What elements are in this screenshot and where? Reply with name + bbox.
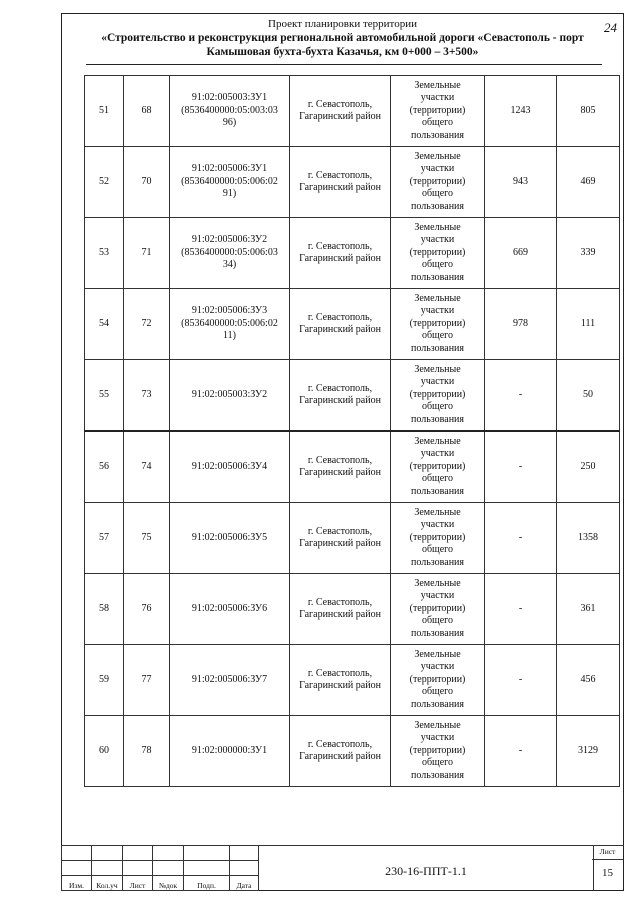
area-planned-cell-line: 250: [580, 460, 596, 472]
area-planned-cell: [557, 76, 620, 147]
land-category-cell-line: (территории): [409, 175, 466, 187]
land-category-cell-line: Земельные: [414, 577, 461, 589]
land-category-cell-line: общего: [421, 757, 454, 769]
cadastral-number-cell-line: 91:02:005003:ЗУ1: [191, 92, 268, 104]
land-category-cell-line: Земельные: [414, 150, 461, 162]
row-number-cell: [85, 289, 124, 360]
land-category-cell-line: участки: [420, 163, 455, 175]
location-cell-line: Гагаринский район: [299, 467, 381, 478]
land-category-cell-line: участки: [420, 519, 455, 531]
cadastral-number-cell: [170, 431, 290, 503]
land-category-cell-line: (территории): [409, 744, 466, 756]
row-number-cell: [85, 360, 124, 432]
location-cell: [290, 289, 391, 360]
land-category-cell-line: участки: [420, 448, 455, 460]
land-category-cell: [391, 76, 485, 147]
area-planned-cell: [557, 574, 620, 645]
project-type-heading: Проект планировки территории: [268, 18, 417, 30]
location-cell-line: Гагаринский район: [299, 751, 381, 762]
land-category-cell: [391, 503, 485, 574]
row-number-cell: [85, 218, 124, 289]
land-category-cell-line: пользования: [411, 769, 464, 781]
cadastral-number-cell: [170, 360, 290, 432]
land-category-cell-line: (территории): [409, 460, 466, 472]
area-planned-cell: [557, 645, 620, 716]
land-category-cell-line: Земельные: [414, 506, 461, 518]
area-existing-cell-line: 978: [513, 317, 528, 329]
plot-id-cell: [124, 218, 170, 289]
row-number-cell-line: 56: [99, 460, 109, 472]
plot-id-cell-line: 76: [141, 602, 152, 614]
area-existing-cell-line: 943: [513, 175, 528, 187]
location-cell-line: Гагаринский район: [299, 538, 381, 549]
location-cell: [290, 716, 391, 787]
area-planned-cell-line: 111: [580, 317, 596, 329]
area-existing-cell: [485, 147, 557, 218]
area-existing-cell-line: -: [518, 531, 523, 543]
area-planned-cell: [557, 716, 620, 787]
land-category-cell-line: Земельные: [414, 79, 461, 91]
row-number-cell: [85, 716, 124, 787]
land-category-cell-line: (территории): [409, 531, 466, 543]
land-category-cell-line: Земельные: [414, 292, 461, 304]
document-code: 230-16-ППТ-1.1: [385, 864, 467, 878]
cadastral-number-cell: [170, 716, 290, 787]
area-existing-cell-line: -: [518, 673, 523, 685]
area-existing-cell-line: -: [518, 744, 523, 756]
cadastral-number-cell-line: (8536400000:05:006:02: [181, 175, 278, 187]
area-planned-cell-line: 1358: [578, 531, 598, 543]
row-number-cell-line: 54: [99, 317, 109, 329]
land-category-cell-line: общего: [421, 473, 454, 485]
location-cell-line: г. Севастополь,: [307, 98, 373, 110]
plot-id-cell: [124, 645, 170, 716]
land-category-cell-line: пользования: [411, 200, 464, 212]
land-category-cell-line: Земельные: [414, 435, 461, 447]
land-category-cell-line: (территории): [409, 317, 466, 329]
land-category-cell-line: (территории): [409, 388, 466, 400]
cadastral-number-cell-line: (8536400000:05:006:03: [181, 246, 278, 258]
cadastral-number-cell-line: 11): [223, 330, 236, 342]
location-cell: [290, 218, 391, 289]
row-number-cell-line: 60: [99, 744, 109, 756]
cadastral-number-cell: [170, 76, 290, 147]
location-cell-line: г. Севастополь,: [307, 240, 373, 252]
area-existing-cell-line: 1243: [510, 104, 531, 116]
cadastral-number-cell: [170, 645, 290, 716]
location-cell-line: Гагаринский район: [299, 324, 381, 335]
land-category-cell-line: пользования: [411, 342, 464, 354]
table-row: [85, 218, 620, 289]
plot-id-cell: [124, 360, 170, 432]
area-planned-cell: [557, 503, 620, 574]
cadastral-number-cell-line: 34): [222, 259, 237, 271]
plot-id-cell: [124, 716, 170, 787]
cadastral-number-cell-line: 91:02:005006:ЗУ3: [191, 305, 268, 317]
label-izm: Изм.: [62, 876, 92, 891]
land-category-cell: [391, 360, 485, 432]
area-planned-cell: [557, 360, 620, 432]
row-number-cell-line: 53: [99, 246, 109, 258]
location-cell: [290, 503, 391, 574]
location-cell: [290, 76, 391, 147]
cadastral-number-cell: [170, 574, 290, 645]
land-category-cell-line: участки: [420, 234, 455, 246]
area-existing-cell-line: 669: [513, 246, 528, 258]
land-category-cell: [391, 218, 485, 289]
area-planned-cell-line: 339: [580, 246, 596, 258]
plot-id-cell: [124, 431, 170, 503]
row-number-cell: [85, 147, 124, 218]
plot-id-cell-line: 73: [141, 388, 152, 400]
location-cell: [290, 431, 391, 503]
plot-id-cell-line: 72: [141, 317, 152, 329]
area-existing-cell: [485, 360, 557, 432]
location-cell: [290, 574, 391, 645]
land-category-cell-line: Земельные: [414, 648, 461, 660]
land-category-cell: [391, 716, 485, 787]
area-existing-cell: [485, 503, 557, 574]
location-cell-line: г. Севастополь,: [307, 169, 373, 181]
land-category-cell-line: Земельные: [414, 719, 461, 731]
row-number-cell-line: 59: [99, 673, 109, 685]
area-existing-cell: [485, 574, 557, 645]
table-row: [85, 360, 620, 432]
land-category-cell-line: общего: [421, 117, 454, 129]
land-category-cell-line: пользования: [411, 556, 464, 568]
plot-id-cell: [124, 147, 170, 218]
land-category-cell: [391, 431, 485, 503]
row-number-cell-line: 51: [99, 104, 109, 116]
area-existing-cell-line: -: [518, 602, 523, 614]
row-number-cell: [85, 503, 124, 574]
area-existing-cell: [485, 289, 557, 360]
cadastral-number-cell-line: 96): [222, 117, 237, 129]
land-plots-table: [84, 75, 620, 787]
cadastral-number-cell-line: 91): [222, 188, 237, 200]
area-existing-cell: [485, 218, 557, 289]
label-kol-uch: Кол.уч: [92, 876, 123, 891]
title-block: [61, 845, 624, 891]
land-category-cell-line: Земельные: [414, 221, 461, 233]
area-planned-cell-line: 361: [580, 602, 596, 614]
row-number-cell: [85, 76, 124, 147]
sheet-cell: [592, 845, 623, 890]
cadastral-number-cell-line: 91:02:000000:ЗУ1: [191, 744, 268, 756]
area-existing-cell: [485, 645, 557, 716]
plot-id-cell-line: 78: [141, 744, 152, 756]
sheet-label: Лист: [592, 845, 623, 860]
land-category-cell-line: (территории): [409, 104, 466, 116]
location-cell-line: Гагаринский район: [299, 680, 381, 691]
project-title-line2: Камышовая бухта-бухта Казачья, км 0+000 – 3+500»: [206, 46, 479, 58]
label-list: Лист: [123, 876, 153, 891]
table-row: [85, 76, 620, 147]
area-planned-cell-line: 469: [580, 175, 596, 187]
area-planned-cell: [557, 431, 620, 503]
plot-id-cell: [124, 503, 170, 574]
cadastral-number-cell-line: 91:02:005003:ЗУ2: [191, 388, 268, 400]
location-cell-line: Гагаринский район: [299, 182, 381, 193]
table-row: [85, 503, 620, 574]
row-number-cell-line: 58: [99, 602, 109, 614]
land-category-cell-line: общего: [421, 686, 454, 698]
row-number-cell: [85, 645, 124, 716]
land-category-cell-line: пользования: [411, 627, 464, 639]
cadastral-number-cell: [170, 503, 290, 574]
cadastral-number-cell-line: 91:02:005006:ЗУ7: [191, 673, 268, 685]
location-cell: [290, 360, 391, 432]
cadastral-number-cell-line: 91:02:005006:ЗУ1: [191, 163, 268, 175]
land-category-cell: [391, 574, 485, 645]
document-code-cell: [258, 845, 594, 890]
land-category-cell-line: пользования: [411, 413, 464, 425]
location-cell-line: г. Севастополь,: [307, 667, 373, 679]
land-category-cell-line: пользования: [411, 698, 464, 710]
cadastral-number-cell-line: 91:02:005006:ЗУ2: [191, 234, 268, 246]
cadastral-number-cell-line: (8536400000:05:003:03: [181, 104, 278, 116]
land-category-cell-line: общего: [421, 330, 454, 342]
table-row: [85, 645, 620, 716]
area-existing-cell: [485, 431, 557, 503]
label-data: Дата: [230, 876, 259, 891]
plot-id-cell: [124, 76, 170, 147]
cadastral-number-cell-line: 91:02:005006:ЗУ6: [191, 602, 268, 614]
row-number-cell-line: 52: [99, 175, 109, 187]
row-number-cell-line: 55: [99, 388, 109, 400]
plot-id-cell-line: 74: [141, 460, 152, 472]
location-cell-line: г. Севастополь,: [307, 738, 373, 750]
plot-id-cell: [124, 289, 170, 360]
land-category-cell: [391, 645, 485, 716]
land-category-cell: [391, 147, 485, 218]
land-category-cell-line: общего: [421, 615, 454, 627]
table-row: [85, 431, 620, 503]
table-row: [85, 289, 620, 360]
area-planned-cell-line: 805: [580, 104, 596, 116]
plot-id-cell-line: 71: [141, 246, 152, 258]
sheet-number: 24: [604, 20, 617, 35]
location-cell-line: г. Севастополь,: [307, 596, 373, 608]
cadastral-number-cell: [170, 218, 290, 289]
table-row: [85, 574, 620, 645]
land-category-cell-line: общего: [421, 259, 454, 271]
land-category-cell-line: пользования: [411, 271, 464, 283]
location-cell-line: Гагаринский район: [299, 253, 381, 264]
land-category-cell-line: участки: [420, 376, 455, 388]
location-cell-line: Гагаринский район: [299, 111, 381, 122]
location-cell-line: г. Севастополь,: [307, 382, 373, 394]
area-existing-cell-line: -: [518, 460, 523, 472]
revision-grid: [61, 845, 259, 891]
row-number-cell: [85, 574, 124, 645]
header-divider: [86, 64, 602, 65]
area-planned-cell-line: 456: [580, 673, 596, 685]
cadastral-number-cell: [170, 147, 290, 218]
cadastral-number-cell-line: (8536400000:05:006:02: [181, 317, 278, 329]
area-existing-cell: [485, 76, 557, 147]
land-category-cell-line: общего: [421, 188, 454, 200]
location-cell: [290, 147, 391, 218]
cadastral-number-cell: [170, 289, 290, 360]
project-title: [70, 31, 615, 59]
area-planned-cell: [557, 218, 620, 289]
area-existing-cell: [485, 716, 557, 787]
land-category-cell-line: участки: [420, 590, 455, 602]
row-number-cell: [85, 431, 124, 503]
plot-id-cell-line: 77: [141, 673, 152, 685]
location-cell-line: Гагаринский район: [299, 609, 381, 620]
plot-id-cell-line: 68: [141, 104, 152, 116]
label-doc-no: №док: [153, 876, 184, 891]
label-podp: Подп.: [184, 876, 230, 891]
cadastral-number-cell-line: 91:02:005006:ЗУ4: [191, 460, 268, 472]
land-category-cell-line: участки: [420, 92, 455, 104]
plot-id-cell-line: 75: [141, 531, 152, 543]
land-category-cell-line: пользования: [411, 485, 464, 497]
plot-id-cell: [124, 574, 170, 645]
location-cell-line: г. Севастополь,: [307, 311, 373, 323]
sheet-page-number: 15: [602, 867, 613, 879]
revision-labels-row: [62, 876, 259, 891]
location-cell-line: г. Севастополь,: [307, 525, 373, 537]
table-row: [85, 716, 620, 787]
table-row: [85, 147, 620, 218]
area-existing-cell-line: -: [518, 388, 523, 400]
land-category-cell-line: пользования: [411, 129, 464, 141]
land-category-cell-line: общего: [421, 544, 454, 556]
location-cell-line: г. Севастополь,: [307, 454, 373, 466]
land-category-cell-line: участки: [420, 305, 455, 317]
project-title-line1: «Строительство и реконструкция региональной автомобильной дороги «Севастополь - порт: [101, 32, 584, 44]
area-planned-cell-line: 3129: [578, 744, 598, 756]
location-cell-line: Гагаринский район: [299, 395, 381, 406]
land-category-cell-line: (территории): [409, 246, 466, 258]
area-planned-cell: [557, 289, 620, 360]
cadastral-number-cell-line: 91:02:005006:ЗУ5: [191, 531, 268, 543]
area-planned-cell: [557, 147, 620, 218]
area-planned-cell-line: 50: [583, 388, 593, 400]
land-category-cell-line: (территории): [409, 602, 466, 614]
location-cell: [290, 645, 391, 716]
land-category-cell-line: (территории): [409, 673, 466, 685]
land-category-cell-line: участки: [420, 732, 455, 744]
land-category-cell-line: Земельные: [414, 363, 461, 375]
land-category-cell: [391, 289, 485, 360]
land-category-cell-line: общего: [421, 401, 454, 413]
row-number-cell-line: 57: [99, 531, 109, 543]
plot-id-cell-line: 70: [141, 175, 152, 187]
land-category-cell-line: участки: [420, 661, 455, 673]
